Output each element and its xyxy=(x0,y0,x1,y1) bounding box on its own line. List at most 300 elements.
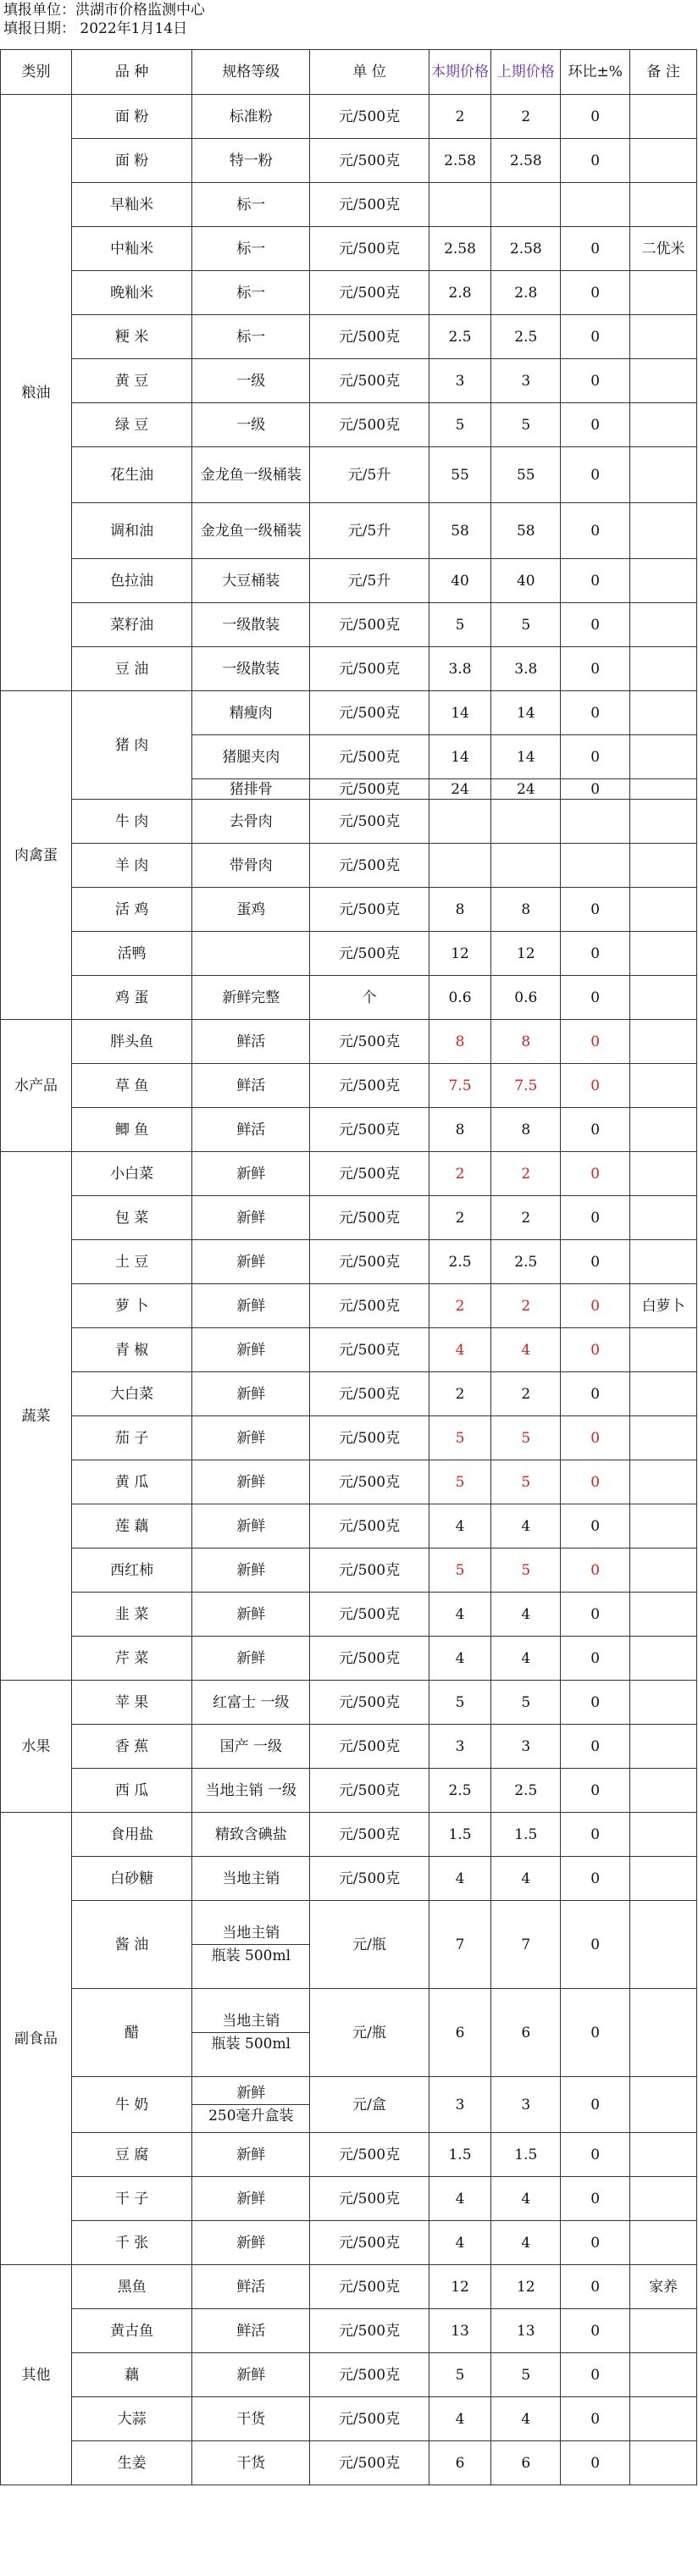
unit-cell: 元/500克 xyxy=(310,888,429,932)
previous-price-cell: 5 xyxy=(491,2353,561,2397)
table-row xyxy=(1,691,697,735)
category-cell: 水产品 xyxy=(1,1020,72,1152)
category-cell: 蔬菜 xyxy=(1,1152,72,1681)
note-cell: 二优米 xyxy=(630,227,697,271)
current-price-cell: 5 xyxy=(429,403,491,447)
previous-price-cell: 1.5 xyxy=(491,2133,561,2177)
unit-cell: 元/500克 xyxy=(310,2265,429,2309)
previous-price-cell: 5 xyxy=(491,1460,561,1504)
table-row xyxy=(1,271,697,315)
previous-price-cell: 13 xyxy=(491,2309,561,2353)
previous-price-cell: 4 xyxy=(491,1857,561,1901)
note-cell xyxy=(630,1901,697,1989)
current-price-cell: 13 xyxy=(429,2309,491,2353)
spec-cell: 大豆桶装 xyxy=(192,559,310,603)
note-cell xyxy=(630,139,697,183)
variety-cell: 鸡 蛋 xyxy=(71,976,191,1020)
note-cell xyxy=(630,603,697,647)
unit-cell: 元/500克 xyxy=(310,1813,429,1857)
spec-cell: 干货 xyxy=(192,2441,310,2485)
spec-cell: 一级散装 xyxy=(192,603,310,647)
unit-cell: 元/500克 xyxy=(310,1725,429,1769)
unit-cell: 元/500克 xyxy=(310,1637,429,1681)
spec-cell: 新鲜 xyxy=(192,1152,310,1196)
note-cell xyxy=(630,932,697,976)
variety-cell: 豆 腐 xyxy=(71,2133,191,2177)
unit-cell: 元/500克 xyxy=(310,1416,429,1460)
current-price-cell: 4 xyxy=(429,1857,491,1901)
table-row xyxy=(1,976,697,1020)
note-cell xyxy=(630,403,697,447)
current-price-cell: 4 xyxy=(429,1637,491,1681)
table-row xyxy=(1,1152,697,1196)
spec-cell: 新鲜 xyxy=(192,1284,310,1328)
change-cell: 0 xyxy=(561,2221,630,2265)
spec-cell: 标一 xyxy=(192,271,310,315)
spec-cell: 新鲜 xyxy=(192,1328,310,1372)
change-cell: 0 xyxy=(561,2397,630,2441)
variety-cell: 黄 瓜 xyxy=(71,1460,191,1504)
unit-cell: 元/500克 xyxy=(310,932,429,976)
previous-price-cell: 2.5 xyxy=(491,1240,561,1284)
unit-cell: 元/盒 xyxy=(310,2077,429,2133)
unit-cell: 元/500克 xyxy=(310,1328,429,1372)
current-price-cell: 5 xyxy=(429,1681,491,1725)
note-cell xyxy=(630,2221,697,2265)
spec-cell: 红富士 一级 xyxy=(192,1681,310,1725)
table-row xyxy=(1,844,697,888)
current-price-cell: 2 xyxy=(429,95,491,139)
table-row xyxy=(1,403,697,447)
note-cell xyxy=(630,888,697,932)
unit-cell: 元/5升 xyxy=(310,503,429,559)
previous-price-cell: 1.5 xyxy=(491,1813,561,1857)
change-cell: 0 xyxy=(561,691,630,735)
previous-price-cell: 3.8 xyxy=(491,647,561,691)
variety-cell: 中籼米 xyxy=(71,227,191,271)
note-cell: 白萝卜 xyxy=(630,1284,697,1328)
spec-cell: 新鲜 xyxy=(192,1196,310,1240)
change-cell: 0 xyxy=(561,2265,630,2309)
col-header-current-price: 本期价格 xyxy=(429,50,491,95)
table-row xyxy=(1,447,697,503)
table-row xyxy=(1,647,697,691)
note-cell xyxy=(630,447,697,503)
note-cell xyxy=(630,647,697,691)
variety-cell: 活鸭 xyxy=(71,932,191,976)
unit-cell: 元/500克 xyxy=(310,1372,429,1416)
note-cell xyxy=(630,2397,697,2441)
variety-cell: 牛 肉 xyxy=(71,800,191,844)
category-cell: 其他 xyxy=(1,2265,72,2485)
current-price-cell: 7 xyxy=(429,1901,491,1989)
unit-cell: 元/500克 xyxy=(310,1681,429,1725)
unit-cell: 元/500克 xyxy=(310,2133,429,2177)
unit-cell: 元/5升 xyxy=(310,559,429,603)
change-cell: 0 xyxy=(561,1813,630,1857)
current-price-cell: 5 xyxy=(429,603,491,647)
variety-cell: 千 张 xyxy=(71,2221,191,2265)
report-unit-line: 填报单位：洪湖市价格监测中心 xyxy=(3,2,205,19)
previous-price-cell: 2.5 xyxy=(491,315,561,359)
variety-cell: 菜籽油 xyxy=(71,603,191,647)
unit-cell: 元/500克 xyxy=(310,779,429,800)
spec-cell: 一级 xyxy=(192,403,310,447)
spec-cell: 猪排骨 xyxy=(192,779,310,800)
change-cell xyxy=(561,800,630,844)
price-table xyxy=(0,49,697,2485)
unit-cell: 元/500克 xyxy=(310,1108,429,1152)
spec-cell: 精瘦肉 xyxy=(192,691,310,735)
spec-cell: 一级 xyxy=(192,359,310,403)
note-cell xyxy=(630,1681,697,1725)
unit-cell: 元/500克 xyxy=(310,1064,429,1108)
spec-cell: 新鲜 xyxy=(192,1593,310,1637)
previous-price-cell xyxy=(491,844,561,888)
note-cell xyxy=(630,503,697,559)
col-header-change: 环比±% xyxy=(561,50,630,95)
unit-cell: 元/500克 xyxy=(310,1152,429,1196)
table-row xyxy=(1,1064,697,1108)
change-cell: 0 xyxy=(561,779,630,800)
unit-cell: 元/500克 xyxy=(310,691,429,735)
current-price-cell: 5 xyxy=(429,1416,491,1460)
note-cell xyxy=(630,735,697,779)
current-price-cell: 2 xyxy=(429,1152,491,1196)
change-cell: 0 xyxy=(561,271,630,315)
unit-cell: 元/500克 xyxy=(310,139,429,183)
current-price-cell: 1.5 xyxy=(429,2133,491,2177)
unit-cell: 元/500克 xyxy=(310,2353,429,2397)
table-row xyxy=(1,1328,697,1372)
unit-cell: 元/500克 xyxy=(310,403,429,447)
spec-cell: 新鲜 xyxy=(192,2353,310,2397)
spec-cell: 新鲜 xyxy=(192,1416,310,1460)
note-cell xyxy=(630,1152,697,1196)
spec-cell: 鲜活 xyxy=(192,1064,310,1108)
current-price-cell: 24 xyxy=(429,779,491,800)
previous-price-cell xyxy=(491,183,561,227)
change-cell xyxy=(561,183,630,227)
change-cell: 0 xyxy=(561,2309,630,2353)
table-row xyxy=(1,932,697,976)
previous-price-cell: 4 xyxy=(491,2177,561,2221)
current-price-cell: 2 xyxy=(429,1196,491,1240)
variety-cell: 白砂糖 xyxy=(71,1857,191,1901)
unit-cell: 元/500克 xyxy=(310,800,429,844)
table-row xyxy=(1,800,697,844)
change-cell: 0 xyxy=(561,2441,630,2485)
unit-cell: 元/瓶 xyxy=(310,1989,429,2077)
variety-cell: 黑鱼 xyxy=(71,2265,191,2309)
change-cell: 0 xyxy=(561,2177,630,2221)
spec-cell: 新鲜 xyxy=(192,1460,310,1504)
unit-cell: 元/500克 xyxy=(310,2441,429,2485)
spec-cell: 精致含碘盐 xyxy=(192,1813,310,1857)
variety-cell: 色拉油 xyxy=(71,559,191,603)
change-cell: 0 xyxy=(561,1240,630,1284)
spec-cell: 新鲜 xyxy=(192,1548,310,1593)
current-price-cell: 3 xyxy=(429,2077,491,2133)
change-cell: 0 xyxy=(561,1064,630,1108)
unit-cell: 元/5升 xyxy=(310,447,429,503)
change-cell: 0 xyxy=(561,1769,630,1813)
variety-cell: 大白菜 xyxy=(71,1372,191,1416)
previous-price-cell: 4 xyxy=(491,1637,561,1681)
table-row xyxy=(1,2265,697,2309)
current-price-cell: 4 xyxy=(429,2397,491,2441)
note-cell xyxy=(630,976,697,1020)
current-price-cell: 2 xyxy=(429,1284,491,1328)
spec-cell: 鲜活 xyxy=(192,2265,310,2309)
note-cell xyxy=(630,95,697,139)
previous-price-cell: 58 xyxy=(491,503,561,559)
variety-cell: 黄 豆 xyxy=(71,359,191,403)
unit-cell: 元/500克 xyxy=(310,1020,429,1064)
table-row xyxy=(1,1989,697,2077)
unit-cell: 元/500克 xyxy=(310,359,429,403)
change-cell: 0 xyxy=(561,603,630,647)
change-cell: 0 xyxy=(561,1901,630,1989)
table-row xyxy=(1,2441,697,2485)
variety-cell: 羊 肉 xyxy=(71,844,191,888)
change-cell: 0 xyxy=(561,1284,630,1328)
variety-cell: 面 粉 xyxy=(71,95,191,139)
table-row xyxy=(1,1681,697,1725)
previous-price-cell: 14 xyxy=(491,691,561,735)
current-price-cell: 12 xyxy=(429,2265,491,2309)
current-price-cell: 55 xyxy=(429,447,491,503)
unit-cell: 元/瓶 xyxy=(310,1901,429,1989)
variety-cell: 食用盐 xyxy=(71,1813,191,1857)
note-cell xyxy=(630,183,697,227)
spec-cell: 鲜活 xyxy=(192,1108,310,1152)
category-cell: 水果 xyxy=(1,1681,72,1813)
change-cell: 0 xyxy=(561,559,630,603)
change-cell: 0 xyxy=(561,2077,630,2133)
change-cell: 0 xyxy=(561,1504,630,1548)
spec-line: 当地主销 xyxy=(222,1925,280,1942)
change-cell: 0 xyxy=(561,888,630,932)
unit-cell: 元/500克 xyxy=(310,271,429,315)
change-cell: 0 xyxy=(561,359,630,403)
spec-cell: 新鲜 xyxy=(192,2133,310,2177)
current-price-cell: 1.5 xyxy=(429,1813,491,1857)
category-cell: 副食品 xyxy=(1,1813,72,2265)
change-cell: 0 xyxy=(561,403,630,447)
current-price-cell: 2.8 xyxy=(429,271,491,315)
unit-cell: 元/500克 xyxy=(310,2221,429,2265)
unit-cell: 个 xyxy=(310,976,429,1020)
previous-price-cell: 40 xyxy=(491,559,561,603)
change-cell: 0 xyxy=(561,1593,630,1637)
current-price-cell: 4 xyxy=(429,1504,491,1548)
variety-cell: 大蒜 xyxy=(71,2397,191,2441)
previous-price-cell: 5 xyxy=(491,1416,561,1460)
unit-cell: 元/500克 xyxy=(310,844,429,888)
col-header-unit: 单 位 xyxy=(310,50,429,95)
table-row xyxy=(1,183,697,227)
variety-cell: 花生油 xyxy=(71,447,191,503)
variety-cell: 小白菜 xyxy=(71,1152,191,1196)
unit-cell: 元/500克 xyxy=(310,735,429,779)
table-row xyxy=(1,1108,697,1152)
spec-cell: 一级散装 xyxy=(192,647,310,691)
previous-price-cell: 3 xyxy=(491,1725,561,1769)
variety-cell: 草 鱼 xyxy=(71,1064,191,1108)
table-row xyxy=(1,2077,697,2133)
spec-line: 瓶装 500ml xyxy=(192,1944,309,1967)
current-price-cell: 8 xyxy=(429,1108,491,1152)
previous-price-cell: 7.5 xyxy=(491,1064,561,1108)
unit-cell: 元/500克 xyxy=(310,95,429,139)
unit-cell: 元/500克 xyxy=(310,1593,429,1637)
spec-cell: 标准粉 xyxy=(192,95,310,139)
previous-price-cell: 14 xyxy=(491,735,561,779)
variety-cell: 莲 藕 xyxy=(71,1504,191,1548)
change-cell: 0 xyxy=(561,95,630,139)
change-cell: 0 xyxy=(561,1020,630,1064)
variety-cell: 调和油 xyxy=(71,503,191,559)
change-cell: 0 xyxy=(561,1328,630,1372)
unit-cell: 元/500克 xyxy=(310,1284,429,1328)
col-header-note: 备 注 xyxy=(630,50,697,95)
spec-cell: 鲜活 xyxy=(192,2309,310,2353)
previous-price-cell: 5 xyxy=(491,403,561,447)
unit-cell: 元/500克 xyxy=(310,1769,429,1813)
note-cell xyxy=(630,1637,697,1681)
previous-price-cell: 5 xyxy=(491,603,561,647)
col-header-category: 类别 xyxy=(1,50,72,95)
current-price-cell: 12 xyxy=(429,932,491,976)
variety-cell: 萝 卜 xyxy=(71,1284,191,1328)
note-cell xyxy=(630,1196,697,1240)
unit-cell: 元/500克 xyxy=(310,2177,429,2221)
change-cell: 0 xyxy=(561,2353,630,2397)
note-cell xyxy=(630,359,697,403)
note-cell: 家养 xyxy=(630,2265,697,2309)
note-cell xyxy=(630,1416,697,1460)
previous-price-cell: 12 xyxy=(491,2265,561,2309)
spec-cell: 新鲜 xyxy=(192,2221,310,2265)
table-row xyxy=(1,95,697,139)
previous-price-cell: 2 xyxy=(491,1152,561,1196)
change-cell: 0 xyxy=(561,735,630,779)
change-cell: 0 xyxy=(561,1152,630,1196)
spec-cell: 新鲜完整 xyxy=(192,976,310,1020)
spec-cell: 新鲜 xyxy=(192,1637,310,1681)
change-cell: 0 xyxy=(561,1372,630,1416)
table-row xyxy=(1,559,697,603)
variety-cell: 西红柿 xyxy=(71,1548,191,1593)
variety-cell: 土 豆 xyxy=(71,1240,191,1284)
table-row xyxy=(1,2309,697,2353)
variety-cell: 早籼米 xyxy=(71,183,191,227)
current-price-cell xyxy=(429,844,491,888)
current-price-cell: 2.5 xyxy=(429,315,491,359)
spec-cell: 干货 xyxy=(192,2397,310,2441)
note-cell xyxy=(630,779,697,800)
previous-price-cell: 4 xyxy=(491,1504,561,1548)
unit-cell: 元/500克 xyxy=(310,2309,429,2353)
spec-line: 当地主销 xyxy=(222,2013,280,2030)
spec-cell: 蛋鸡 xyxy=(192,888,310,932)
variety-cell: 醋 xyxy=(71,1989,191,2077)
note-cell xyxy=(630,1372,697,1416)
note-cell xyxy=(630,1108,697,1152)
note-cell xyxy=(630,271,697,315)
unit-cell: 元/500克 xyxy=(310,1504,429,1548)
table-row xyxy=(1,603,697,647)
current-price-cell: 6 xyxy=(429,1989,491,2077)
spec-cell: 新鲜 xyxy=(192,1504,310,1548)
table-row xyxy=(1,888,697,932)
variety-cell: 芹 菜 xyxy=(71,1637,191,1681)
note-cell xyxy=(630,2077,697,2133)
note-cell xyxy=(630,559,697,603)
current-price-cell: 6 xyxy=(429,2441,491,2485)
change-cell: 0 xyxy=(561,932,630,976)
table-header-row xyxy=(1,50,697,95)
current-price-cell: 4 xyxy=(429,1593,491,1637)
current-price-cell: 5 xyxy=(429,2353,491,2397)
change-cell xyxy=(561,844,630,888)
table-row xyxy=(1,2353,697,2397)
note-cell xyxy=(630,1064,697,1108)
spec-cell: 国产 一级 xyxy=(192,1725,310,1769)
table-row xyxy=(1,1548,697,1593)
variety-cell: 活 鸡 xyxy=(71,888,191,932)
table-row xyxy=(1,1725,697,1769)
unit-cell: 元/500克 xyxy=(310,2397,429,2441)
spec-cell: 新鲜 xyxy=(192,1372,310,1416)
unit-cell: 元/500克 xyxy=(310,647,429,691)
note-cell xyxy=(630,844,697,888)
current-price-cell: 5 xyxy=(429,1548,491,1593)
previous-price-cell: 2.5 xyxy=(491,1769,561,1813)
table-row xyxy=(1,1284,697,1328)
unit-cell: 元/500克 xyxy=(310,183,429,227)
variety-cell: 包 菜 xyxy=(71,1196,191,1240)
current-price-cell: 3 xyxy=(429,359,491,403)
table-row xyxy=(1,1416,697,1460)
change-cell: 0 xyxy=(561,1989,630,2077)
unit-cell: 元/500克 xyxy=(310,315,429,359)
change-cell: 0 xyxy=(561,1196,630,1240)
variety-cell: 豆 油 xyxy=(71,647,191,691)
table-row xyxy=(1,1593,697,1637)
previous-price-cell: 8 xyxy=(491,1108,561,1152)
current-price-cell: 2 xyxy=(429,1372,491,1416)
change-cell: 0 xyxy=(561,1548,630,1593)
current-price-cell: 2.58 xyxy=(429,227,491,271)
previous-price-cell: 2 xyxy=(491,1372,561,1416)
note-cell xyxy=(630,2353,697,2397)
note-cell xyxy=(630,691,697,735)
table-row xyxy=(1,2221,697,2265)
table-row xyxy=(1,1240,697,1284)
note-cell xyxy=(630,1813,697,1857)
current-price-cell: 2.58 xyxy=(429,139,491,183)
current-price-cell: 58 xyxy=(429,503,491,559)
variety-cell: 苹 果 xyxy=(71,1681,191,1725)
previous-price-cell: 0.6 xyxy=(491,976,561,1020)
variety-cell: 猪 肉 xyxy=(71,691,191,800)
change-cell: 0 xyxy=(561,1637,630,1681)
spec-cell: 鲜活 xyxy=(192,1020,310,1064)
current-price-cell: 0.6 xyxy=(429,976,491,1020)
previous-price-cell: 6 xyxy=(491,1989,561,2077)
